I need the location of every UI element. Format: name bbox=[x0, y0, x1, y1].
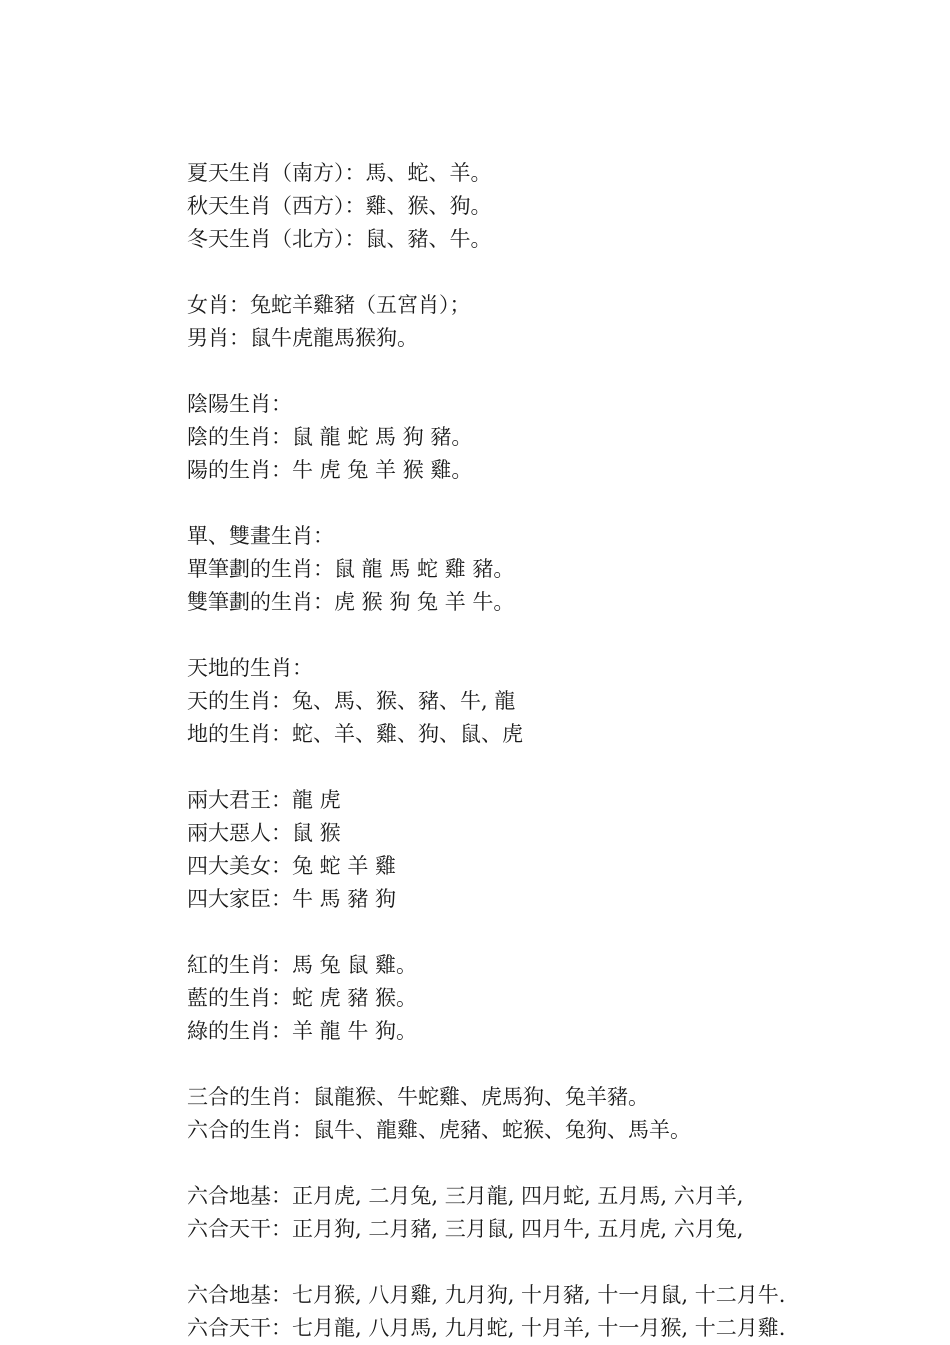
text-line: 三合的生肖：鼠龍猴、牛蛇雞、虎馬狗、兔羊豬。 bbox=[187, 1085, 649, 1109]
text-line: 六合地基：七月猴, 八月雞, 九月狗, 十月豬, 十一月鼠, 十二月牛. bbox=[187, 1283, 786, 1307]
yin-yang-zodiac-group bbox=[187, 388, 887, 487]
text-line: 秋天生肖（西方）：雞、猴、狗。 bbox=[187, 194, 492, 218]
text-line: 陰的生肖：鼠 龍 蛇 馬 狗 豬。 bbox=[187, 425, 473, 449]
text-line: 紅的生肖：馬 兔 鼠 雞。 bbox=[187, 953, 418, 977]
text-line: 雙筆劃的生肖：虎 猴 狗 兔 羊 牛。 bbox=[187, 590, 515, 614]
text-line: 冬天生肖（北方）：鼠、豬、牛。 bbox=[187, 227, 492, 251]
text-line: 四大美女：兔 蛇 羊 雞 bbox=[187, 854, 397, 878]
text-line: 六合的生肖：鼠牛、龍雞、虎豬、蛇猴、兔狗、馬羊。 bbox=[187, 1118, 691, 1142]
text-line: 陽的生肖：牛 虎 兔 羊 猴 雞。 bbox=[187, 458, 473, 482]
text-line: 藍的生肖：蛇 虎 豬 猴。 bbox=[187, 986, 418, 1010]
text-line: 兩大惡人：鼠 猴 bbox=[187, 821, 341, 845]
text-line: 男肖：鼠牛虎龍馬猴狗。 bbox=[187, 326, 418, 350]
text-line: 四大家臣：牛 馬 豬 狗 bbox=[187, 887, 397, 911]
text-line: 六合地基：正月虎, 二月兔, 三月龍, 四月蛇, 五月馬, 六月羊, bbox=[187, 1184, 744, 1208]
section-heading: 單、雙畫生肖： bbox=[187, 524, 334, 548]
six-harmony-months-second-half bbox=[187, 1279, 887, 1345]
text-line: 女肖：兔蛇羊雞豬（五宮肖）； bbox=[187, 293, 471, 317]
seasons-zodiac-group bbox=[187, 157, 887, 256]
roles-zodiac-group bbox=[187, 784, 887, 916]
text-line: 夏天生肖（南方）：馬、蛇、羊。 bbox=[187, 161, 492, 185]
gender-zodiac-group bbox=[187, 289, 887, 355]
text-line: 兩大君王：龍 虎 bbox=[187, 788, 341, 812]
harmony-zodiac-group bbox=[187, 1081, 887, 1147]
section-heading: 天地的生肖： bbox=[187, 656, 313, 680]
stroke-count-zodiac-group bbox=[187, 520, 887, 619]
text-line: 六合天干：正月狗, 二月豬, 三月鼠, 四月牛, 五月虎, 六月兔, bbox=[187, 1217, 744, 1241]
section-heading: 陰陽生肖： bbox=[187, 392, 292, 416]
text-line: 綠的生肖：羊 龍 牛 狗。 bbox=[187, 1019, 418, 1043]
text-line: 六合天干：七月龍, 八月馬, 九月蛇, 十月羊, 十一月猴, 十二月雞. bbox=[187, 1316, 786, 1340]
text-line: 單筆劃的生肖：鼠 龍 馬 蛇 雞 豬。 bbox=[187, 557, 515, 581]
text-line: 地的生肖：蛇、羊、雞、狗、鼠、虎 bbox=[187, 722, 523, 746]
heaven-earth-zodiac-group bbox=[187, 652, 887, 751]
text-line: 天的生肖：兔、馬、猴、豬、牛, 龍 bbox=[187, 689, 516, 713]
document-page bbox=[187, 157, 887, 1345]
color-zodiac-group bbox=[187, 949, 887, 1048]
six-harmony-months-first-half bbox=[187, 1180, 887, 1246]
